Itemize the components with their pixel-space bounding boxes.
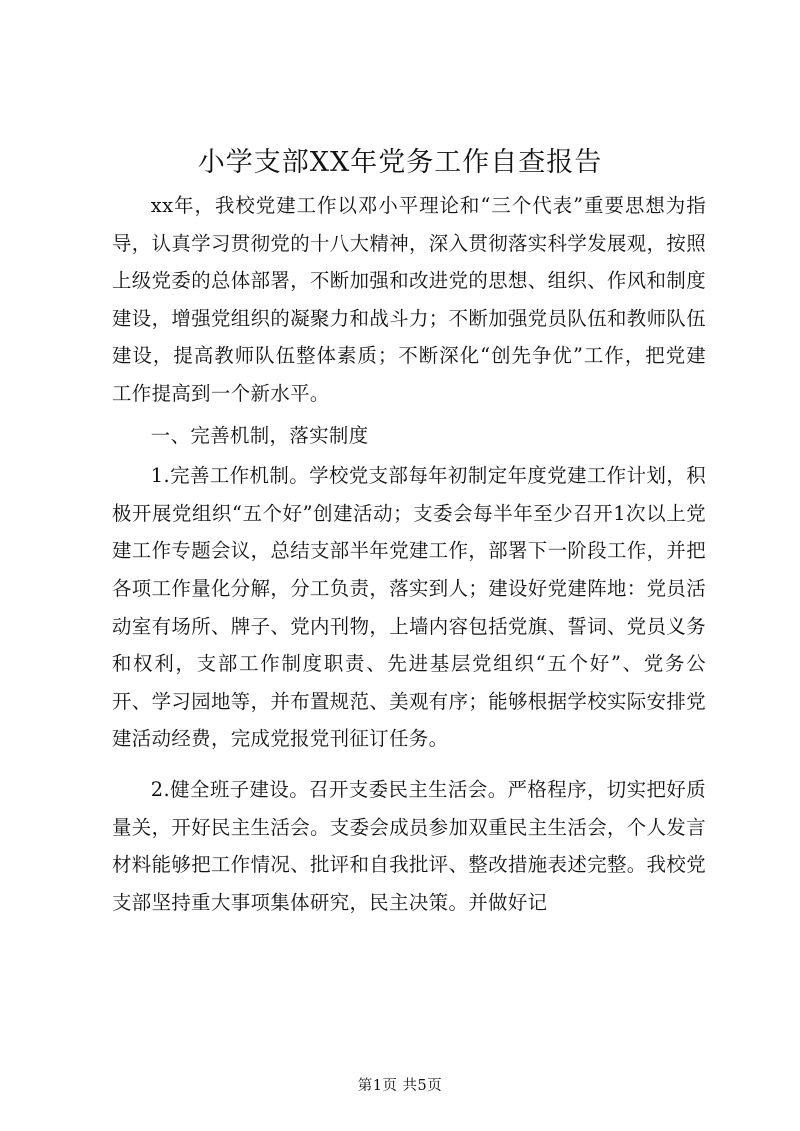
- paragraph-intro: xx年，我校党建工作以邓小平理论和“三个代表”重要思想为指导，认真学习贯彻党的十八大精神，深入贯彻落实科学发展观，按照上级党委的总体部署，不断加强和改进党的思想、组织、作风和制度建设，增强党组织的凝聚力和战斗力；不断加强党员队伍和教师队伍建设，提高教师队伍整体素质；不断深化“创先争优”工作，把党建工作提高到一个新水平。: [112, 194, 706, 405]
- document-title: 小学支部XX年党务工作自查报告: [197, 147, 603, 178]
- document-body: [112, 187, 706, 921]
- page-footer: 第1页 共5页: [357, 1078, 443, 1094]
- paragraph-leadership: 2.健全班子建设。召开支委民主生活会。严格程序，切实把好质量关，开好民主生活会。支委会成员参加双重民主生活会，个人发言材料能够把工作情况、批评和自我批评、整改措施表述完整。我校党支部坚持重大事项集体研究，民主决策。并做好记: [112, 777, 706, 914]
- section-heading-1: 一、完善机制，落实制度: [150, 423, 369, 447]
- paragraph-mechanism: 1.完善工作机制。学校党支部每年初制定年度党建工作计划，积极开展党组织“五个好”创建活动；支委会每半年至少召开1次以上党建工作专题会议，总结支部半年党建工作，部署下一阶段工作，并把各项工作量化分解，分工负责，落实到人；建设好党建阵地：党员活动室有场所、牌子、党内刊物，上墙内容包括党旗、誓词、党员义务和权利，支部工作制度职责、先进基层党组织“五个好”、党务公开、学习园地等，并布置规范、美观有序；能够根据学校实际安排党建活动经费，完成党报党刊征订任务。: [112, 464, 706, 751]
